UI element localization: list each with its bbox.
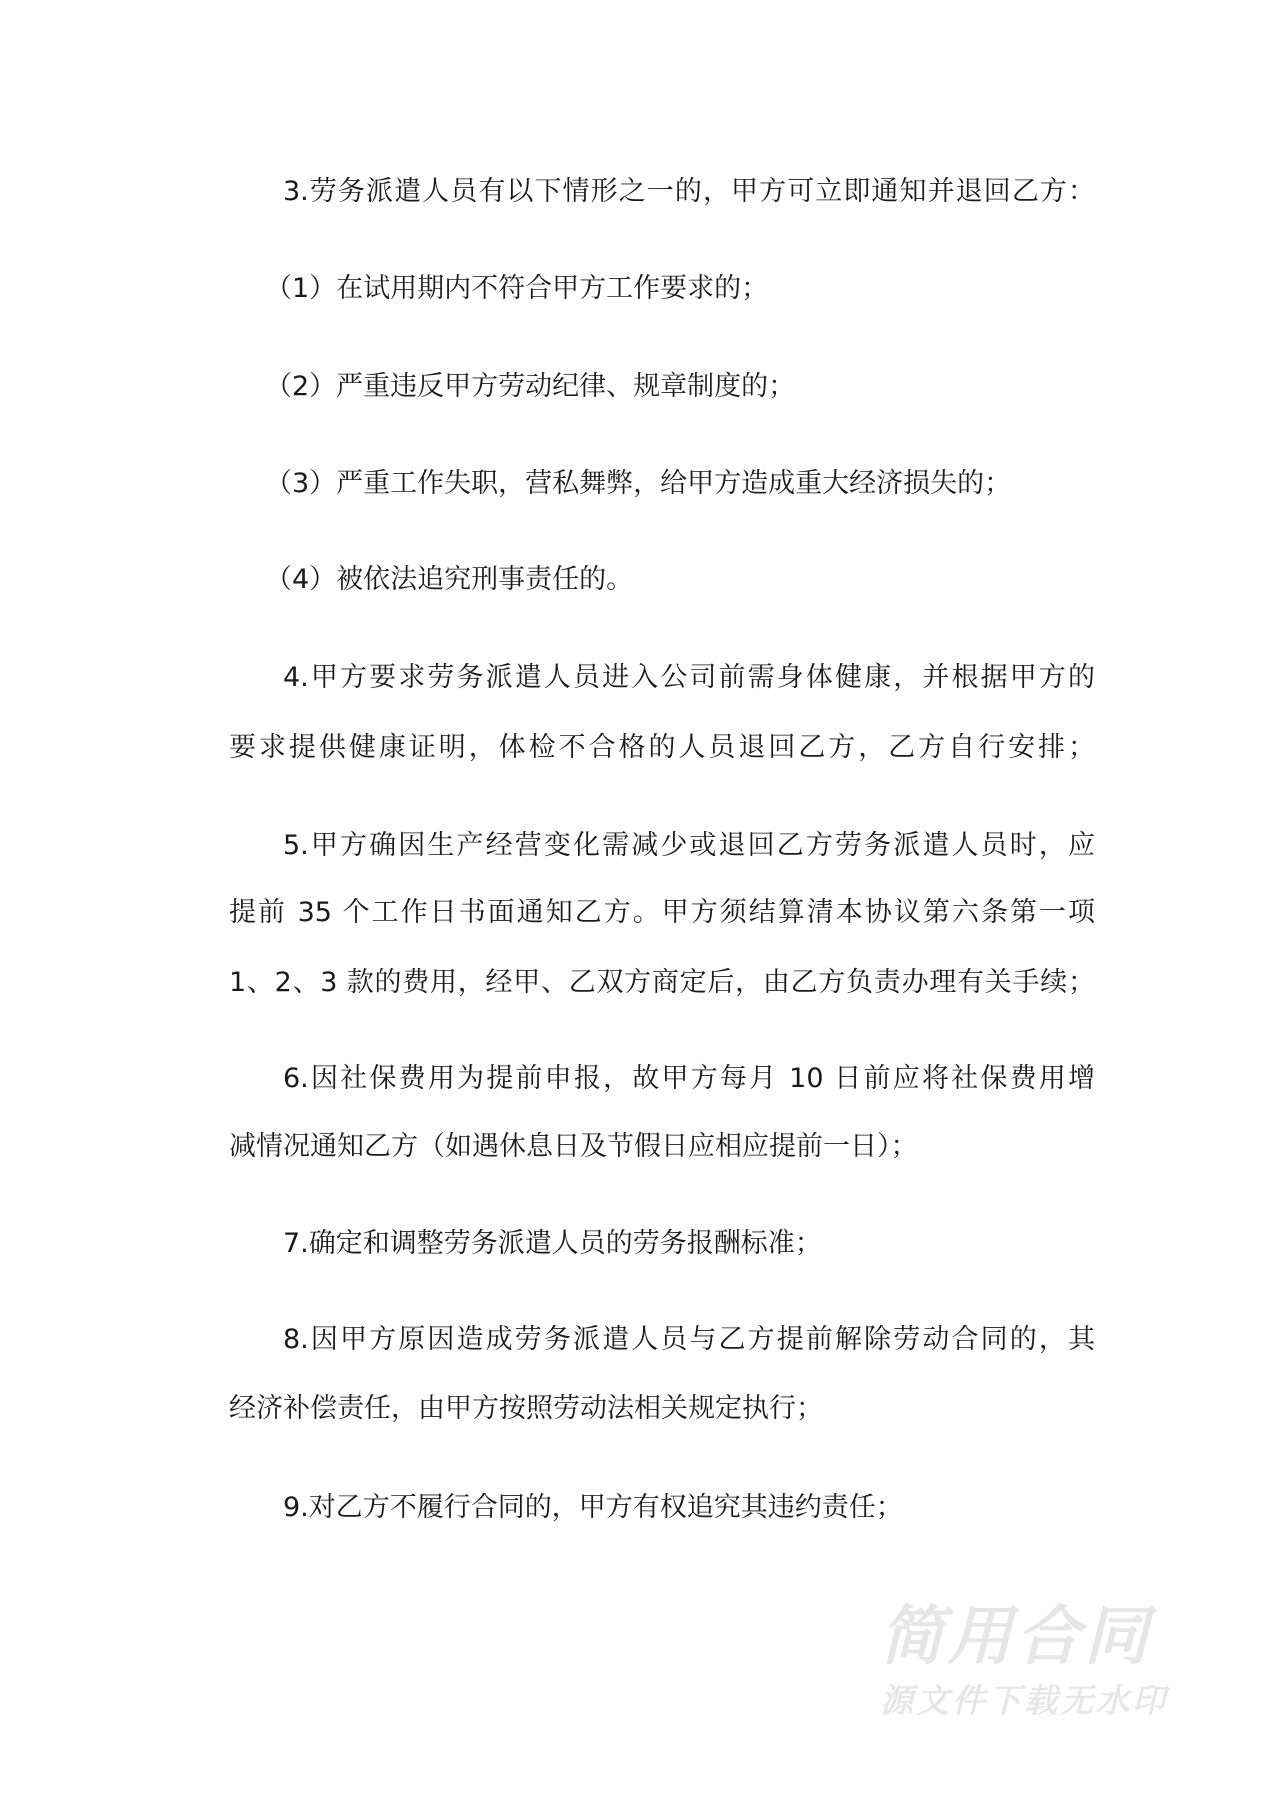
- clause-5-line-1: 5.甲方确因生产经营变化需减少或退回乙方劳务派遣人员时，应: [283, 830, 1095, 861]
- clause-4-line-2: 要求提供健康证明，体检不合格的人员退回乙方，乙方自行安排；: [229, 732, 1095, 763]
- clause-4-line-1: 4.甲方要求劳务派遣人员进入公司前需身体健康，并根据甲方的: [283, 662, 1095, 693]
- clause-3-item-1: （1）在试用期内不符合甲方工作要求的；: [265, 273, 769, 304]
- clause-8-line-2: 经济补偿责任，由甲方按照劳动法相关规定执行；: [229, 1393, 823, 1424]
- watermark-tagline: 源文件下载无水印: [880, 1681, 1168, 1720]
- clause-5-line-3: 1、2、3 款的费用，经甲、乙双方商定后，由乙方负责办理有关手续；: [229, 967, 1095, 998]
- clause-6-line-2: 减情况通知乙方（如遇休息日及节假日应相应提前一日）；: [229, 1131, 918, 1162]
- clause-5-line-2: 提前 35 个工作日书面通知乙方。甲方须结算清本协议第六条第一项: [229, 897, 1095, 928]
- clause-3-line-1: 3.劳务派遣人员有以下情形之一的，甲方可立即通知并退回乙方：: [283, 176, 1095, 207]
- clause-3-item-2: （2）严重违反甲方劳动纪律、规章制度的；: [265, 371, 796, 402]
- clause-7-line-1: 7.确定和调整劳务派遣人员的劳务报酬标准；: [283, 1228, 822, 1259]
- clause-9-line-1: 9.对乙方不履行合同的，甲方有权追究其违约责任；: [283, 1492, 903, 1523]
- clause-3-item-4: （4）被依法追究刑事责任的。: [265, 564, 634, 595]
- clause-3-item-3: （3）严重工作失职，营私舞弊，给甲方造成重大经济损失的；: [265, 468, 1012, 499]
- watermark-brand: 简用合同: [880, 1600, 1152, 1674]
- clause-8-line-1: 8.因甲方原因造成劳务派遣人员与乙方提前解除劳动合同的，其: [283, 1324, 1095, 1355]
- clause-6-line-1: 6.因社保费用为提前申报，故甲方每月 10 日前应将社保费用增: [283, 1063, 1095, 1094]
